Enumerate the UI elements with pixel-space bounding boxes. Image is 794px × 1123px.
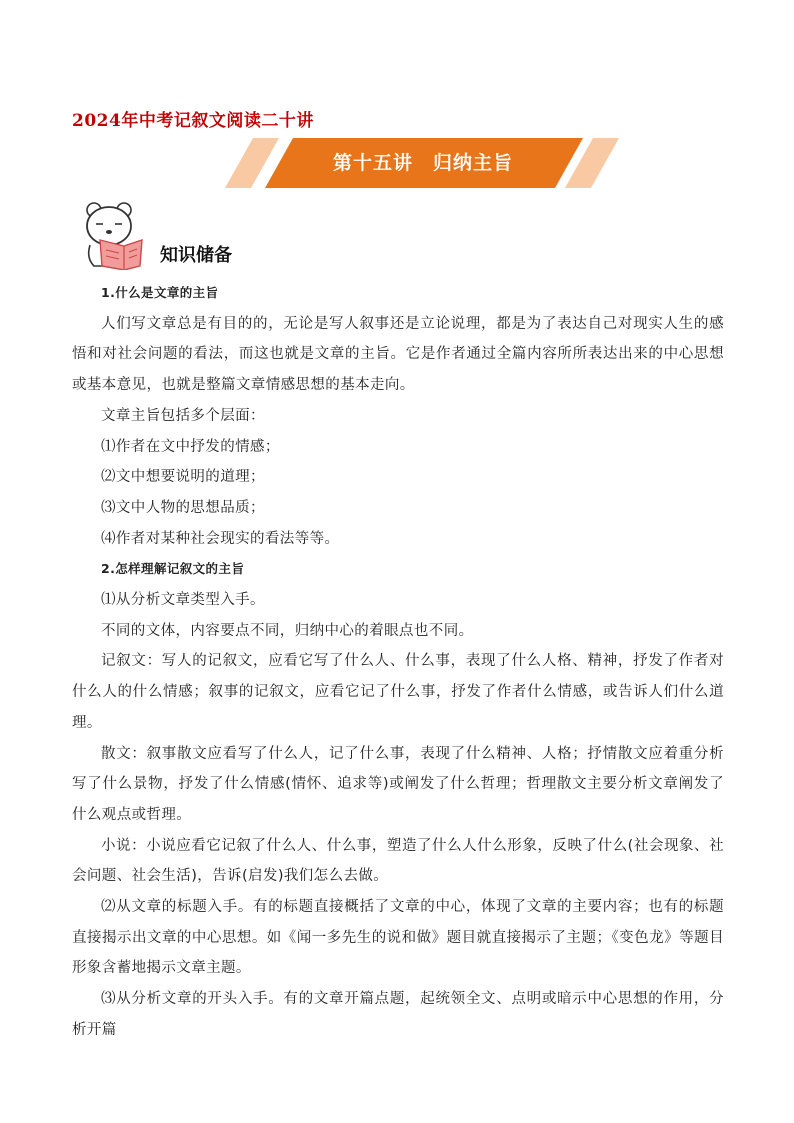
lecture-title: 第十五讲 归纳主旨 xyxy=(332,152,513,174)
paragraph: 不同的文体，内容要点不同，归纳中心的着眼点也不同。 xyxy=(101,622,474,639)
list-item: ⑷作者对某种社会现实的看法等等。 xyxy=(101,530,340,547)
paragraph: 文章主旨包括多个层面： xyxy=(101,407,265,424)
paragraph: ⑴从分析文章类型入手。 xyxy=(101,592,265,609)
paragraph: ⑵从文章的标题入手。有的标题直接概括了文章的中心，体现了文章的主要内容；也有的标题直接揭示出文章的中心思想。如《闻一多先生的说和做》题目就直接揭示了主题；《变色龙》等题目形象含蓄地揭示文章主题。 xyxy=(72,899,724,977)
list-item: ⑵文中想要说明的道理； xyxy=(101,469,265,486)
subheading: 2.怎样理解记叙文的主旨 xyxy=(101,561,245,577)
paragraph: 散文：叙事散文应看写了什么人，记了什么事，表现了什么精神、人格；抒情散文应着重分析写了什么景物，抒发了什么情感(情怀、追求等)或阐发了什么哲理；哲理散文主要分析文章阐发了什么观点或哲理。 xyxy=(72,745,724,823)
paragraph: 记叙文：写人的记叙文，应看它写了什么人、什么事，表现了什么人格、精神，抒发了作者对什么人的什么情感；叙事的记叙文，应看它记了什么事，抒发了作者什么情感，或告诉人们什么道理。 xyxy=(72,653,724,731)
paragraph: 人们写文章总是有目的的，无论是写人叙事还是立论说理，都是为了表达自己对现实人生的感悟和对社会问题的看法，而这也就是文章的主旨。它是作者通过全篇内容所所表达出来的中心思想或基本意见，也就是整篇文章情感思想的基本走向。 xyxy=(72,315,724,394)
subheading: 1.什么是文章的主旨 xyxy=(101,285,219,300)
bear-reading-book-icon xyxy=(80,200,146,270)
paragraph: 小说：小说应看它记叙了什么人、什么事，塑造了什么人什么形象，反映了什么(社会现象、社会问题、社会生活)，告诉(启发)我们怎么去做。 xyxy=(72,837,724,885)
list-item: ⑶文中人物的思想品质； xyxy=(101,499,265,516)
series-title: 2024年中考记叙文阅读二十讲 xyxy=(72,111,314,131)
list-item: ⑴作者在文中抒发的情感； xyxy=(101,438,280,455)
section-heading: 知识储备 xyxy=(160,245,232,266)
lecture-banner xyxy=(0,138,794,188)
paragraph: ⑶从分析文章的开头入手。有的文章开篇点题，起统领全文、点明或暗示中心思想的作用，分析开篇 xyxy=(72,991,724,1038)
content-body xyxy=(72,278,724,1046)
mascot xyxy=(80,200,146,270)
